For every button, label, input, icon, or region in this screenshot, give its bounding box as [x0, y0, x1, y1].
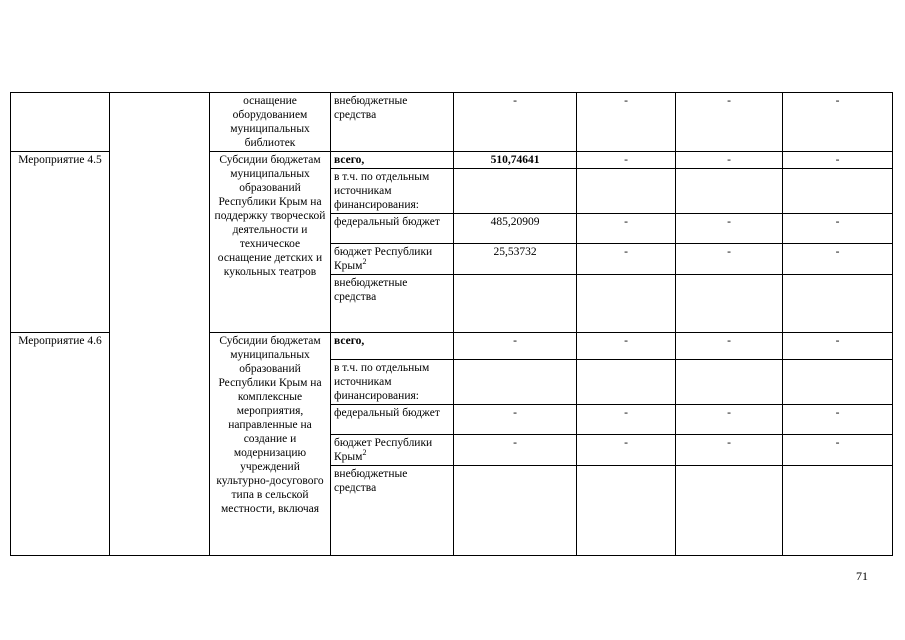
- measure-name: Мероприятие 4.5: [11, 152, 110, 333]
- value-cell: -: [783, 244, 893, 275]
- value-cell: -: [783, 214, 893, 244]
- source-cell: внебюджетные средства: [331, 93, 454, 152]
- value-cell: -: [783, 333, 893, 360]
- value-cell: [676, 169, 783, 214]
- measure-cell: [11, 93, 110, 152]
- value-cell: -: [676, 435, 783, 466]
- value-cell: [783, 275, 893, 333]
- budget-table: [10, 92, 893, 556]
- page-number: 71: [856, 569, 868, 583]
- value-cell: -: [454, 405, 577, 435]
- value-cell: -: [783, 435, 893, 466]
- value-cell: [676, 360, 783, 405]
- value-cell: -: [676, 405, 783, 435]
- value-cell: -: [577, 435, 676, 466]
- source-cell: федеральный бюджет: [331, 405, 454, 435]
- value-cell: -: [454, 93, 577, 152]
- measure-name: Мероприятие 4.6: [11, 333, 110, 556]
- value-cell: [783, 466, 893, 556]
- value-cell: -: [783, 152, 893, 169]
- value-cell: [783, 169, 893, 214]
- source-cell: в т.ч. по отдельным источникам финансирования:: [331, 169, 454, 214]
- value-cell: -: [676, 93, 783, 152]
- value-cell: [577, 466, 676, 556]
- value-cell: [676, 275, 783, 333]
- value-cell: -: [676, 214, 783, 244]
- value-cell: -: [454, 333, 577, 360]
- value-cell: [783, 360, 893, 405]
- value-cell: -: [577, 333, 676, 360]
- value-cell: 25,53732: [454, 244, 577, 275]
- measure-title: Субсидии бюджетам муниципальных образований Республики Крым на поддержку творческой деятельности и техническое оснащение детских и кукольных театров: [210, 152, 331, 333]
- value-cell: -: [783, 405, 893, 435]
- value-cell: -: [454, 435, 577, 466]
- value-cell: 510,74641: [454, 152, 577, 169]
- source-cell: внебюджетные средства: [331, 275, 454, 333]
- value-cell: [454, 360, 577, 405]
- value-cell: -: [676, 152, 783, 169]
- value-cell: 485,20909: [454, 214, 577, 244]
- value-cell: [577, 360, 676, 405]
- source-cell: внебюджетные средства: [331, 466, 454, 556]
- value-cell: [454, 275, 577, 333]
- value-cell: [577, 169, 676, 214]
- value-cell: -: [577, 152, 676, 169]
- value-cell: [577, 275, 676, 333]
- value-cell: [454, 466, 577, 556]
- executor-cell: [110, 93, 210, 556]
- source-cell: всего,: [331, 152, 454, 169]
- source-cell: в т.ч. по отдельным источникам финансирования:: [331, 360, 454, 405]
- source-cell: бюджет Республики Крым$^2$: [331, 435, 454, 466]
- measure-title: оснащение оборудованием муниципальных библиотек: [210, 93, 331, 152]
- value-cell: -: [577, 93, 676, 152]
- source-cell: федеральный бюджет: [331, 214, 454, 244]
- table-row: [11, 93, 893, 152]
- value-cell: [676, 466, 783, 556]
- value-cell: -: [676, 244, 783, 275]
- measure-title: Субсидии бюджетам муниципальных образований Республики Крым на комплексные мероприятия, направленные на создание и модернизацию учреждений культурно-досугового типа в сельской местности, включая: [210, 333, 331, 556]
- value-cell: -: [676, 333, 783, 360]
- source-cell: бюджет Республики Крым$^2$: [331, 244, 454, 275]
- source-cell: всего,: [331, 333, 454, 360]
- value-cell: -: [577, 214, 676, 244]
- value-cell: -: [577, 244, 676, 275]
- value-cell: -: [783, 93, 893, 152]
- value-cell: -: [577, 405, 676, 435]
- value-cell: [454, 169, 577, 214]
